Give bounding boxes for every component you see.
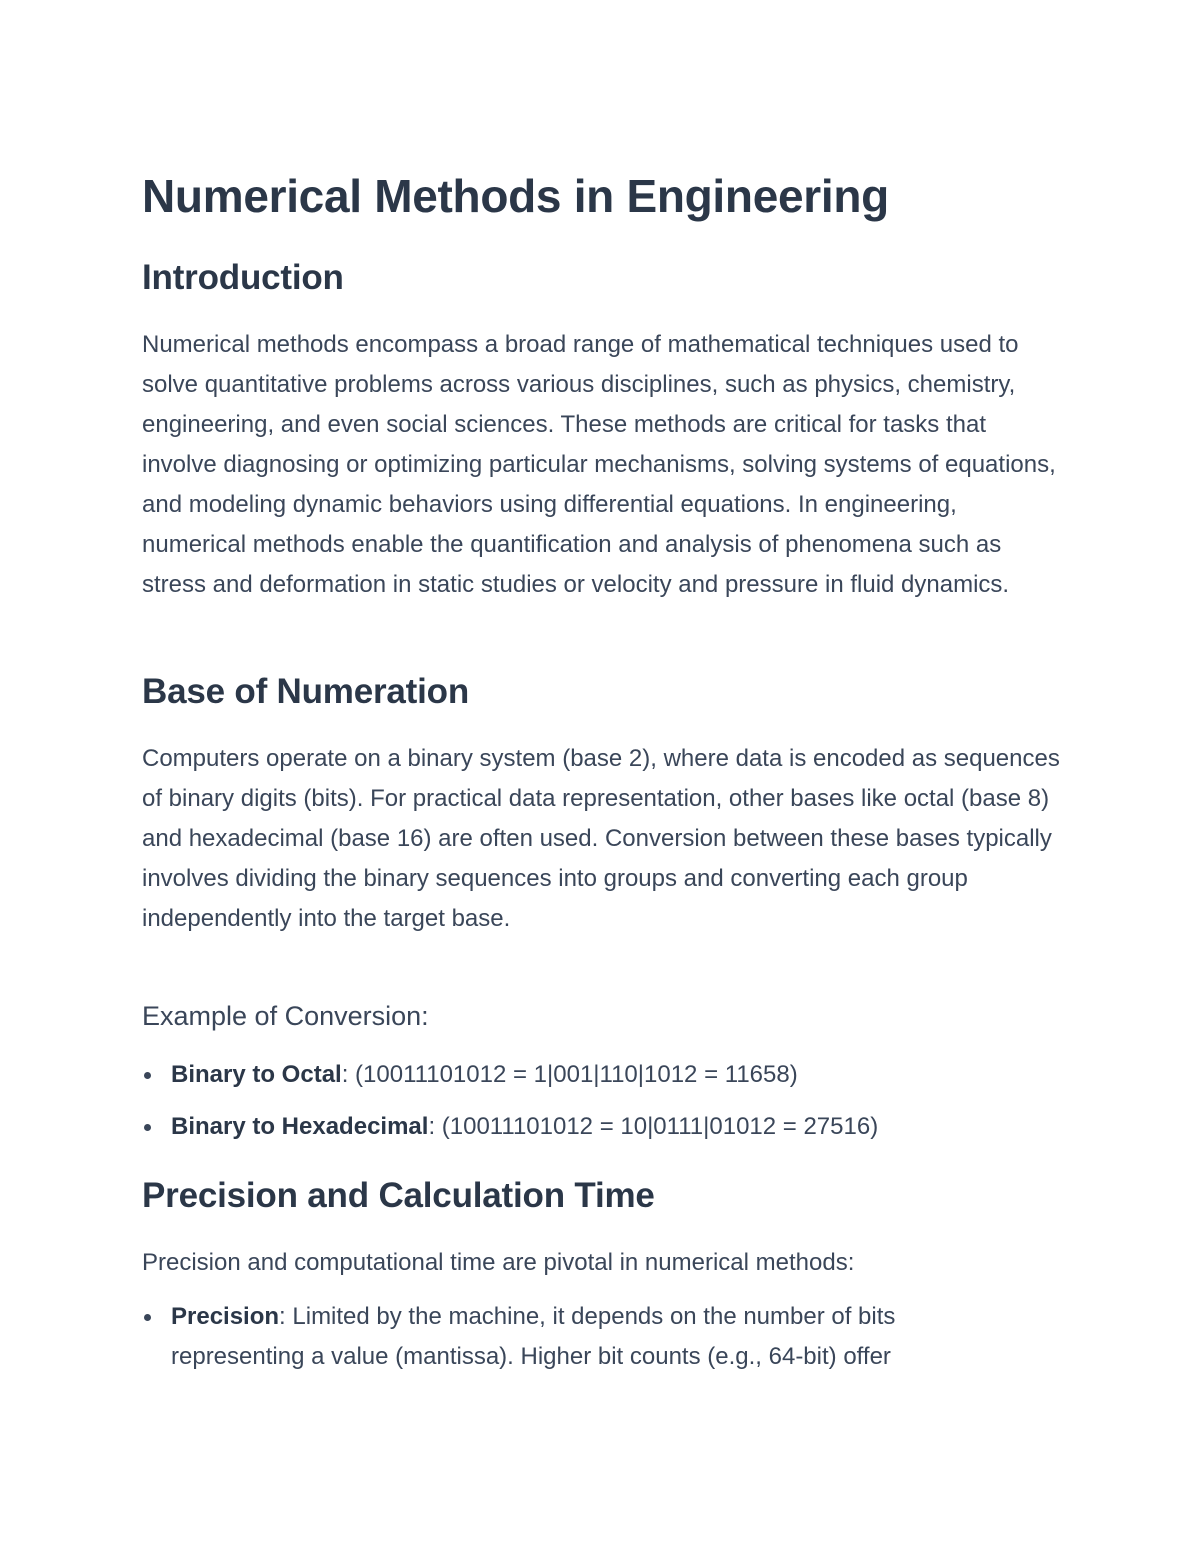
- precision-heading: Precision and Calculation Time: [142, 1176, 655, 1215]
- conversion-example-list: [142, 1055, 1042, 1147]
- precision-list: [142, 1297, 1022, 1377]
- example-of-conversion-heading: Example of Conversion:: [142, 1001, 429, 1031]
- introduction-heading: Introduction: [142, 258, 344, 297]
- list-item: [142, 1055, 1042, 1095]
- bullet-icon: [144, 1124, 151, 1131]
- bullet-icon: [144, 1072, 151, 1079]
- list-item-text: : (10011101012 = 1|001|110|1012 = 11658): [341, 1061, 798, 1088]
- precision-intro-paragraph: Precision and computational time are pivotal in numerical methods:: [142, 1249, 855, 1276]
- list-item-text: : Limited by the machine, it depends on the number of bits representing a value (mantissa). Higher bit counts (e.g., 64-bit) offer: [171, 1303, 896, 1370]
- list-item-label: Binary to Octal: [171, 1061, 342, 1088]
- bullet-icon: [144, 1314, 151, 1321]
- list-item-text: : (10011101012 = 10|0111|01012 = 27516): [428, 1113, 879, 1140]
- list-item-label: Binary to Hexadecimal: [171, 1113, 429, 1140]
- list-item: [142, 1107, 1042, 1147]
- list-item: [142, 1297, 1022, 1377]
- base-of-numeration-paragraph: Computers operate on a binary system (base 2), where data is encoded as sequences of binary digits (bits). For practical data representation, other bases like octal (base 8) and hexadecimal (base 16) are often used. Conversion between these bases typically involves dividing the binary sequences into groups and converting each group independently into the target base.: [142, 745, 1060, 932]
- introduction-paragraph: Numerical methods encompass a broad range of mathematical techniques used to solve quantitative problems across various disciplines, such as physics, chemistry, engineering, and even social sciences. These methods are critical for tasks that involve diagnosing or optimizing particular mechanisms, solving systems of equations, and modeling dynamic behaviors using differential equations. In engineering, numerical methods enable the quantification and analysis of phenomena such as stress and deformation in static studies or velocity and pressure in fluid dynamics.: [142, 331, 1056, 598]
- list-item-label: Precision: [171, 1303, 280, 1330]
- document-title: Numerical Methods in Engineering: [142, 170, 889, 222]
- base-of-numeration-heading: Base of Numeration: [142, 672, 470, 711]
